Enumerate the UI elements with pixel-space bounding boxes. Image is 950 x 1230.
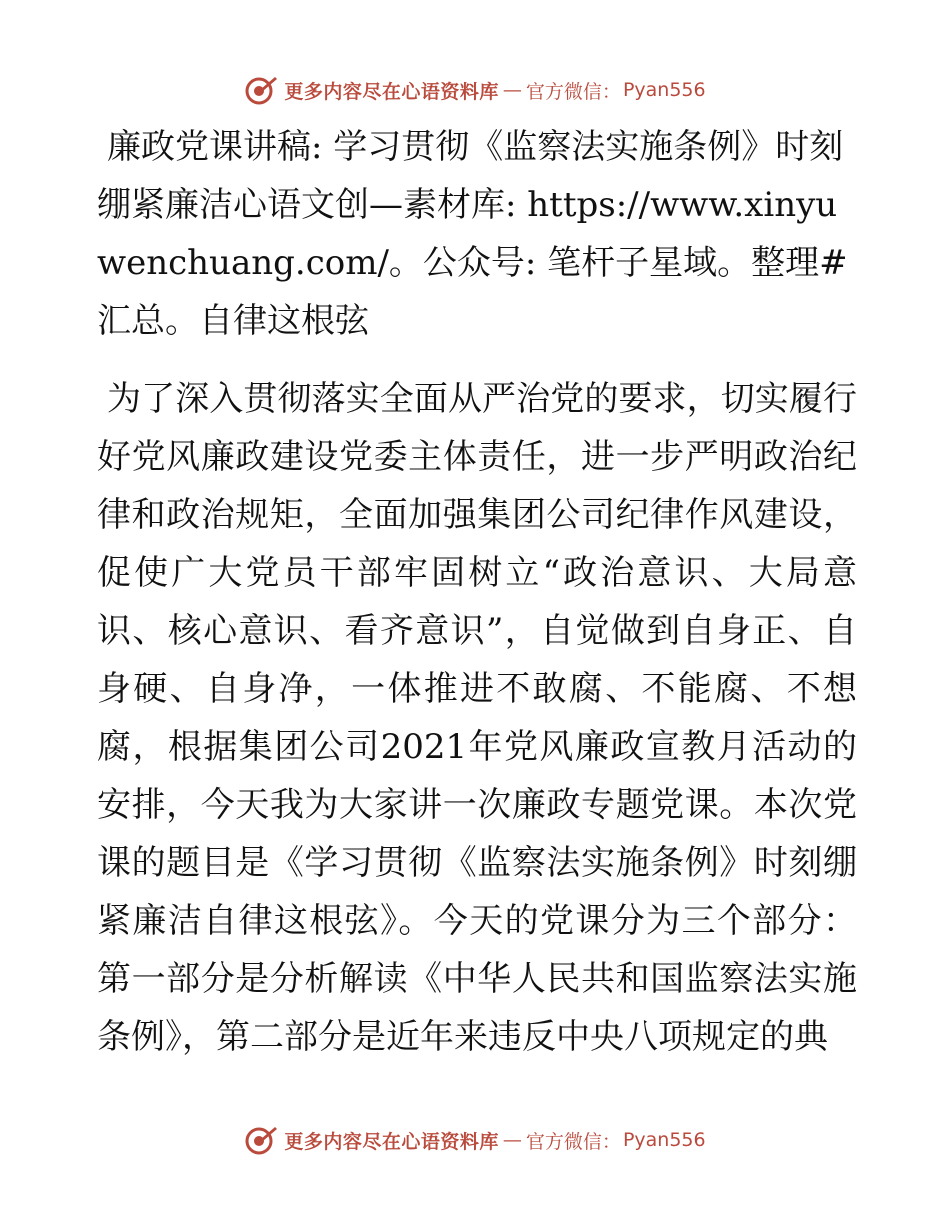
- banner-wechat-label: 官方微信：: [525, 80, 621, 103]
- banner-dash: —: [502, 1129, 522, 1151]
- document-title: 廉政党课讲稿: 学习贯彻《监察法实施条例》时刻绷紧廉洁心语文创—素材库: https://www.xinyuwenchuang.com/。公众号: 笔杆子星域。整理#汇总。自律这根弦: [97, 127, 848, 341]
- banner-wechat-id: Pyan556: [622, 79, 706, 101]
- banner-wechat-label: 官方微信：: [525, 1130, 621, 1153]
- footer-banner: [0, 1120, 950, 1160]
- pen-circle-logo-icon: [244, 73, 278, 107]
- banner-dash: —: [502, 79, 522, 101]
- banner-brand: 更多内容尽在心语资料库: [284, 1130, 499, 1153]
- banner-wechat-id: Pyan556: [622, 1129, 706, 1151]
- document-body-paragraph: 为了深入贯彻落实全面从严治党的要求，切实履行好党风廉政建设党委主体责任，进一步严明政治纪律和政治规矩，全面加强集团公司纪律作风建设，促使广大党员干部牢固树立“政治意识、大局意识、核心意识、看齐意识”，自觉做到自身正、自身硬、自身净，一体推进不敢腐、不能腐、不想腐，根据集团公司2021年党风廉政宣教月活动的安排，今天我为大家讲一次廉政专题党课。本次党课的题目是《学习贯彻《监察法实施条例》时刻绷紧廉洁自律这根弦》。今天的党课分为三个部分：第一部分是分析解读《中华人民共和国监察法实施条例》，第二部分是近年来违反中央八项规定的典: [97, 379, 857, 1057]
- banner-brand: 更多内容尽在心语资料库: [284, 80, 499, 103]
- document-content: [97, 118, 857, 1066]
- pen-circle-logo-icon: [244, 1123, 278, 1157]
- header-banner: [0, 70, 950, 110]
